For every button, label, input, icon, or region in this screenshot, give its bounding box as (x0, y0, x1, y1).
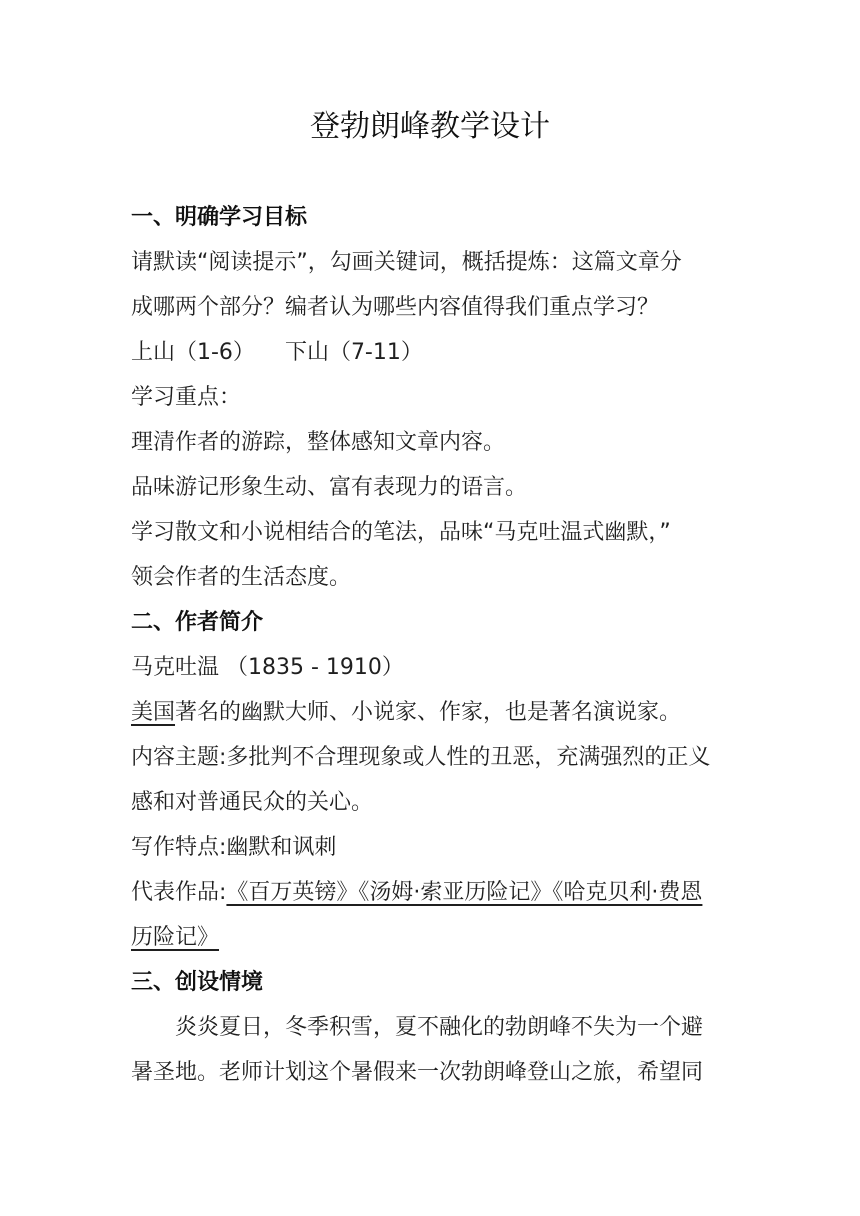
section-heading-author: 二、作者简介 (131, 610, 264, 635)
section-heading-goals: 一、明确学习目标 (131, 205, 308, 230)
works-label: 代表作品: (131, 880, 227, 905)
document-title: 登勃朗峰教学设计 (310, 109, 550, 144)
author-intro-line (131, 690, 731, 735)
document-body (131, 195, 731, 1095)
focus-item-3-line-1: 学习散文和小说相结合的笔法，品味“马克吐温式幽默，” (131, 520, 671, 545)
author-country: 美国 (131, 700, 176, 725)
scenario-line-1: 炎炎夏日，冬季积雪，夏不融化的勃朗峰不失为一个避 (175, 1015, 704, 1040)
works-line-1 (131, 870, 731, 915)
focus-item-2: 品味游记形象生动、富有表现力的语言。 (131, 475, 528, 500)
part-up: 上山（1-6） (131, 340, 255, 365)
works-list-part-2: 历险记》 (131, 925, 220, 950)
scenario-line-2: 暑圣地。老师计划这个暑假来一次勃朗峰登山之旅，希望同 (131, 1060, 704, 1085)
focus-item-3-line-2: 领会作者的生活态度。 (131, 565, 352, 590)
parts-line (131, 330, 731, 375)
style-line: 写作特点:幽默和讽刺 (131, 835, 337, 860)
focus-item-1: 理清作者的游踪，整体感知文章内容。 (131, 430, 506, 455)
author-intro-text: 著名的幽默大师、小说家、作家，也是著名演说家。 (175, 700, 682, 725)
works-list-part-1: 《百万英镑》《汤姆·索亚历险记》《哈克贝利·费恩 (226, 880, 703, 905)
task-line-1: 请默读“阅读提示”，勾画关键词，概括提炼：这篇文章分 (131, 250, 682, 275)
author-name-line: 马克吐温 （1835 - 1910） (131, 655, 404, 680)
task-line-2: 成哪两个部分？编者认为哪些内容值得我们重点学习？ (131, 295, 660, 320)
theme-line-2: 感和对普通民众的关心。 (131, 790, 374, 815)
works-line-2 (131, 915, 731, 960)
part-down: 下山（7-11） (284, 340, 423, 365)
focus-label: 学习重点： (131, 385, 242, 410)
section-heading-scenario: 三、创设情境 (131, 970, 264, 995)
theme-line-1: 内容主题:多批判不合理现象或人性的丑恶，充满强烈的正义 (131, 745, 711, 770)
